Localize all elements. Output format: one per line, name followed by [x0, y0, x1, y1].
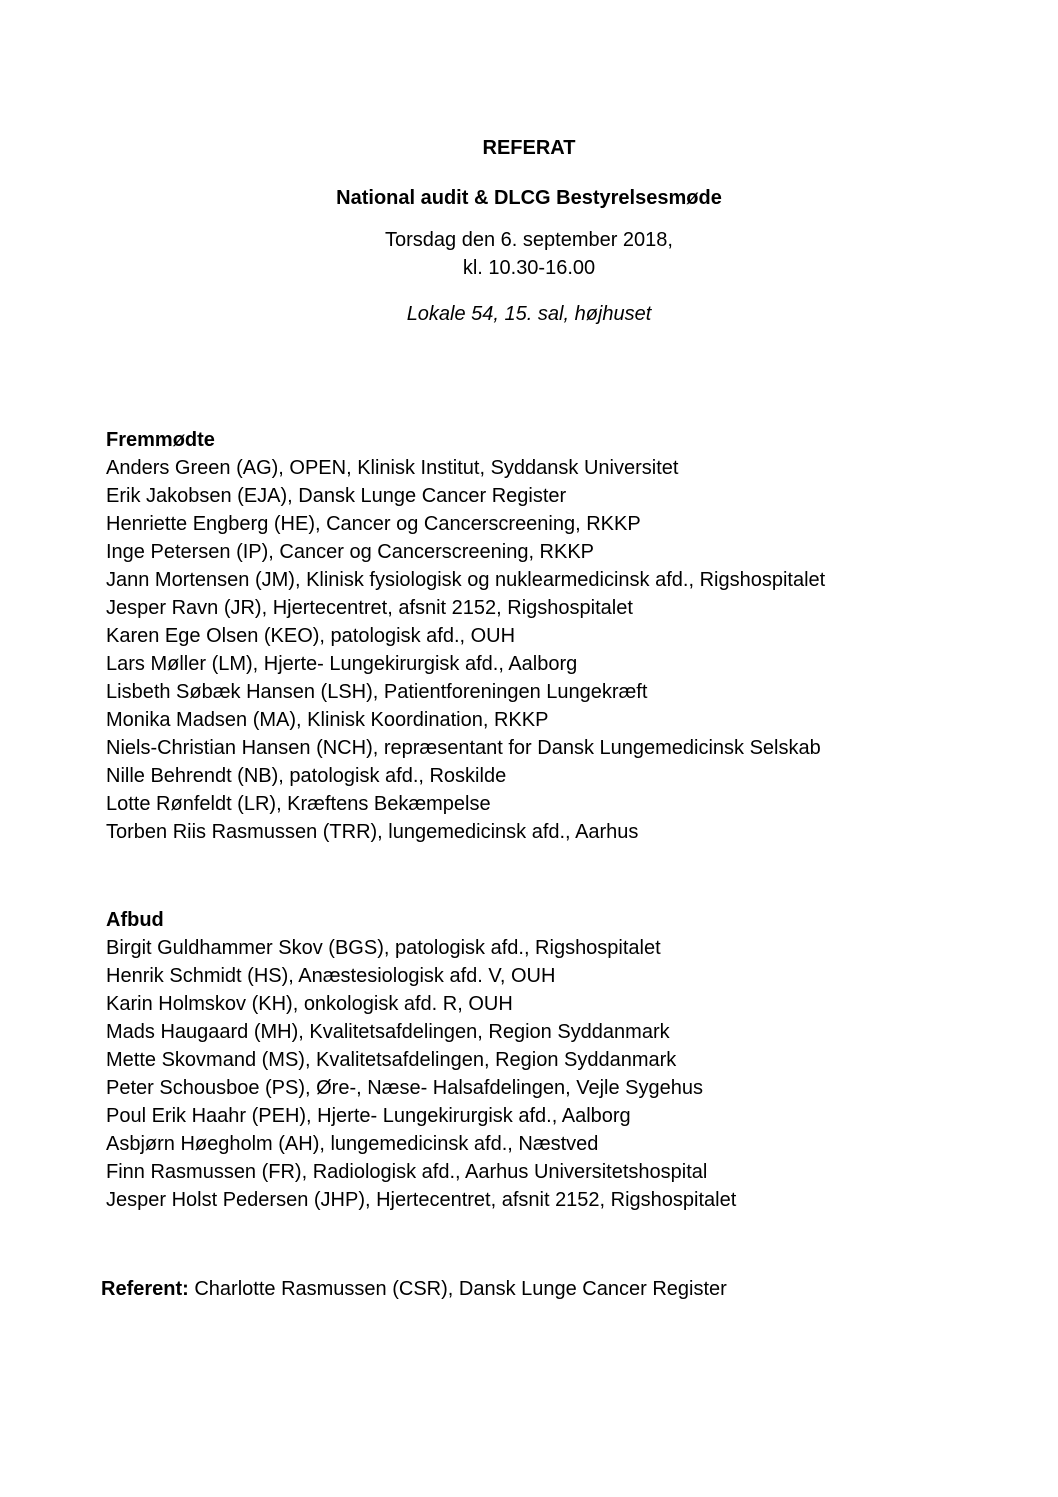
absent-item: Asbjørn Høegholm (AH), lungemedicinsk afd., Næstved	[106, 1133, 599, 1155]
absent-section	[106, 906, 1006, 1214]
absent-item: Karin Holmskov (KH), onkologisk afd. R, OUH	[106, 993, 513, 1015]
attendee-item: Anders Green (AG), OPEN, Klinisk Institut, Syddansk Universitet	[106, 457, 679, 479]
attendee-item: Nille Behrendt (NB), patologisk afd., Roskilde	[106, 765, 507, 787]
absent-heading: Afbud	[106, 909, 164, 931]
attendee-item: Erik Jakobsen (EJA), Dansk Lunge Cancer Register	[106, 485, 567, 507]
attendee-item: Lotte Rønfeldt (LR), Kræftens Bekæmpelse	[106, 793, 491, 815]
attendees-heading: Fremmødte	[106, 429, 215, 451]
referent-line	[101, 1276, 727, 1302]
absent-item: Birgit Guldhammer Skov (BGS), patologisk afd., Rigshospitalet	[106, 937, 661, 959]
attendees-section	[106, 426, 1006, 846]
absent-item: Finn Rasmussen (FR), Radiologisk afd., Aarhus Universitetshospital	[106, 1161, 708, 1183]
meeting-name: National audit & DLCG Bestyrelsesmøde	[336, 187, 722, 209]
attendee-item: Jesper Ravn (JR), Hjertecentret, afsnit 2152, Rigshospitalet	[106, 597, 633, 619]
referent-value: Charlotte Rasmussen (CSR), Dansk Lunge Cancer Register	[194, 1278, 727, 1300]
attendee-item: Niels-Christian Hansen (NCH), repræsentant for Dansk Lungemedicinsk Selskab	[106, 737, 821, 759]
absent-item: Jesper Holst Pedersen (JHP), Hjertecentret, afsnit 2152, Rigshospitalet	[106, 1189, 737, 1211]
attendee-item: Karen Ege Olsen (KEO), patologisk afd., OUH	[106, 625, 516, 647]
referent-label: Referent:	[101, 1278, 189, 1300]
attendees-list	[106, 454, 1006, 846]
attendee-item: Lisbeth Søbæk Hansen (LSH), Patientforeningen Lungekræft	[106, 681, 648, 703]
attendee-item: Jann Mortensen (JM), Klinisk fysiologisk og nuklearmedicinsk afd., Rigshospitalet	[106, 569, 826, 591]
attendee-item: Monika Madsen (MA), Klinisk Koordination, RKKP	[106, 709, 549, 731]
attendee-item: Lars Møller (LM), Hjerte- Lungekirurgisk afd., Aalborg	[106, 653, 578, 675]
absent-item: Mads Haugaard (MH), Kvalitetsafdelingen, Region Syddanmark	[106, 1021, 670, 1043]
attendee-item: Inge Petersen (IP), Cancer og Cancerscreening, RKKP	[106, 541, 595, 563]
meeting-time: kl. 10.30-16.00	[462, 257, 596, 279]
absent-list	[106, 934, 1006, 1214]
absent-item: Mette Skovmand (MS), Kvalitetsafdelingen, Region Syddanmark	[106, 1049, 677, 1071]
absent-item: Henrik Schmidt (HS), Anæstesiologisk afd. V, OUH	[106, 965, 556, 987]
document-title: REFERAT	[482, 137, 576, 159]
absent-item: Poul Erik Haahr (PEH), Hjerte- Lungekirurgisk afd., Aalborg	[106, 1105, 631, 1127]
attendee-item: Henriette Engberg (HE), Cancer og Cancerscreening, RKKP	[106, 513, 641, 535]
absent-item: Peter Schousboe (PS), Øre-, Næse- Halsafdelingen, Vejle Sygehus	[106, 1077, 703, 1099]
meeting-date: Torsdag den 6. september 2018,	[385, 229, 673, 251]
attendee-item: Torben Riis Rasmussen (TRR), lungemedicinsk afd., Aarhus	[106, 821, 639, 843]
meeting-location: Lokale 54, 15. sal, højhuset	[406, 303, 652, 325]
